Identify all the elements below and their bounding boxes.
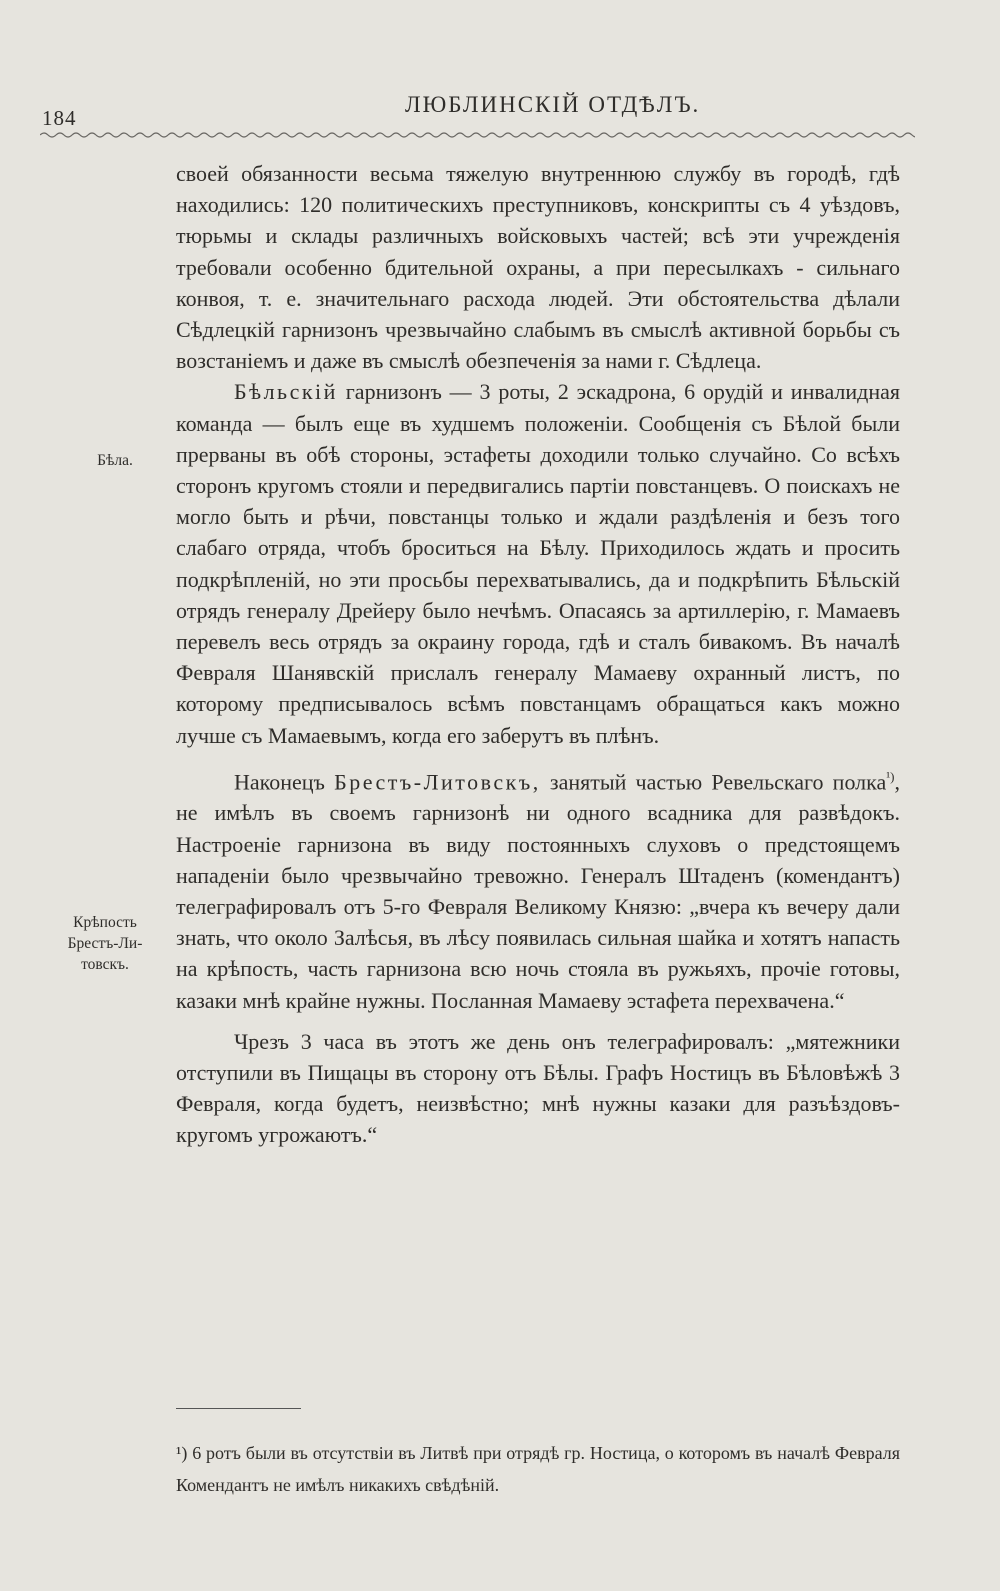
paragraph-1: своей обязанности весьма тяжелую внутреннюю службу въ городѣ, гдѣ находились: 120 политическихъ преступниковъ, конскрипты съ 4 уѣздовъ, тюрьмы и склады различныхъ войсковыхъ частей; всѣ эти учрежденія требовали особенно бдительной охраны, а при пересылкахъ - сильнаго конвоя, т. е. значительнаго расхода людей. Эти обстоятельства дѣлали Сѣдлецкій гарнизонъ чрезвычайно слабымъ въ смыслѣ активной борьбы съ возстаніемъ и даже въ смыслѣ обезпеченія за нами г. Сѣдлеца.: [176, 161, 900, 374]
footnote-mark: ¹): [176, 1443, 188, 1463]
margin-note-bela: Бѣла.: [97, 452, 133, 469]
footnote-divider: [176, 1408, 301, 1409]
spaced-term: Брестъ-Литовскъ,: [334, 769, 541, 795]
margin-note-brest: [50, 912, 160, 975]
footnote-text: 6 ротъ были въ отсутствіи въ Литвѣ при отрядѣ гр. Ностица, о которомъ въ началѣ Февраля Комендантъ не имѣлъ никакихъ свѣдѣній.: [176, 1443, 900, 1495]
running-title: ЛЮБЛИНСКІЙ ОТДѢЛЪ.: [405, 92, 701, 117]
margin-note-brest-line: Крѣпость: [73, 914, 137, 931]
paragraph-3-text: Наконецъ: [234, 769, 335, 795]
page-header: [0, 92, 1000, 132]
page-number: 184: [42, 106, 77, 130]
paragraph-2-text: гарнизонъ — 3 роты, 2 эскадрона, 6 орудій и инвалидная команда — былъ еще въ худшемъ положеніи. Сообщенія съ Бѣлой были прерваны въ обѣ стороны, эстафеты доходили только случайно. Со всѣхъ сторонъ кругомъ стояли и передвигались партіи повстанцевъ. О поискахъ не могло быть и рѣчи, повстанцы только и ждали раздѣленія и безъ того слабаго отряда, чтобъ броситься на Бѣлу. Приходилось ждать и просить подкрѣпленій, но эти просьбы перехватывались, да и подкрѣпить Бѣльскій отрядъ генералу Дрейеру было нечѣмъ. Опасаясь за артиллерію, г. Мамаевъ перевелъ весь отрядъ за окраину города, гдѣ и сталъ бивакомъ. Въ началѣ Февраля Шанявскій прислалъ генералу Мамаеву охранный листъ, по которому предписывалось всѣмъ повстанцамъ обращаться какъ можно лучше съ Мамаевымъ, когда его заберутъ въ плѣнъ.: [176, 379, 900, 748]
paragraph-3-text: занятый частью Ревельскаго полка: [540, 769, 887, 795]
margin-note-brest-line: Брестъ-Ли-: [67, 935, 143, 952]
paragraph-3: [176, 761, 900, 1016]
paragraph-2: [176, 376, 900, 750]
footnote-ref[interactable]: ¹): [886, 768, 895, 784]
spaced-term: Бѣльскій: [234, 379, 338, 405]
footnote: [176, 1437, 900, 1501]
paragraph-4: Чрезъ 3 часа въ этотъ же день онъ телеграфировалъ: „мятежники отступили въ Пищацы въ сторону отъ Бѣлы. Графъ Ностицъ въ Бѣловѣжѣ 3 Февраля, когда будетъ, неизвѣстно; мнѣ нужны казаки для разъѣздовъ- кругомъ угрожаютъ.“: [176, 1028, 900, 1148]
main-text: [176, 158, 900, 1151]
margin-note-brest-line: товскъ.: [81, 956, 129, 973]
wavy-header-rule: [40, 130, 915, 140]
paragraph-3-text: , не имѣлъ въ своемъ гарнизонѣ ни одного всадника для развѣдокъ. Настроеніе гарнизона въ виду постоянныхъ слуховъ о предстоящемъ нападеніи было чрезвычайно тревожно. Генералъ Штаденъ (комендантъ) телеграфировалъ отъ 5-го Февраля Великому Князю: „вчера къ вечеру дали знать, что около Залѣсья, въ лѣсу появилась сильная шайка и хотятъ напасть на крѣпость, часть гарнизона всю ночь стояла въ ружьяхъ, прочіе готовы, казаки мнѣ крайне нужны. Посланная Мамаеву эстафета перехвачена.“: [176, 769, 900, 1013]
